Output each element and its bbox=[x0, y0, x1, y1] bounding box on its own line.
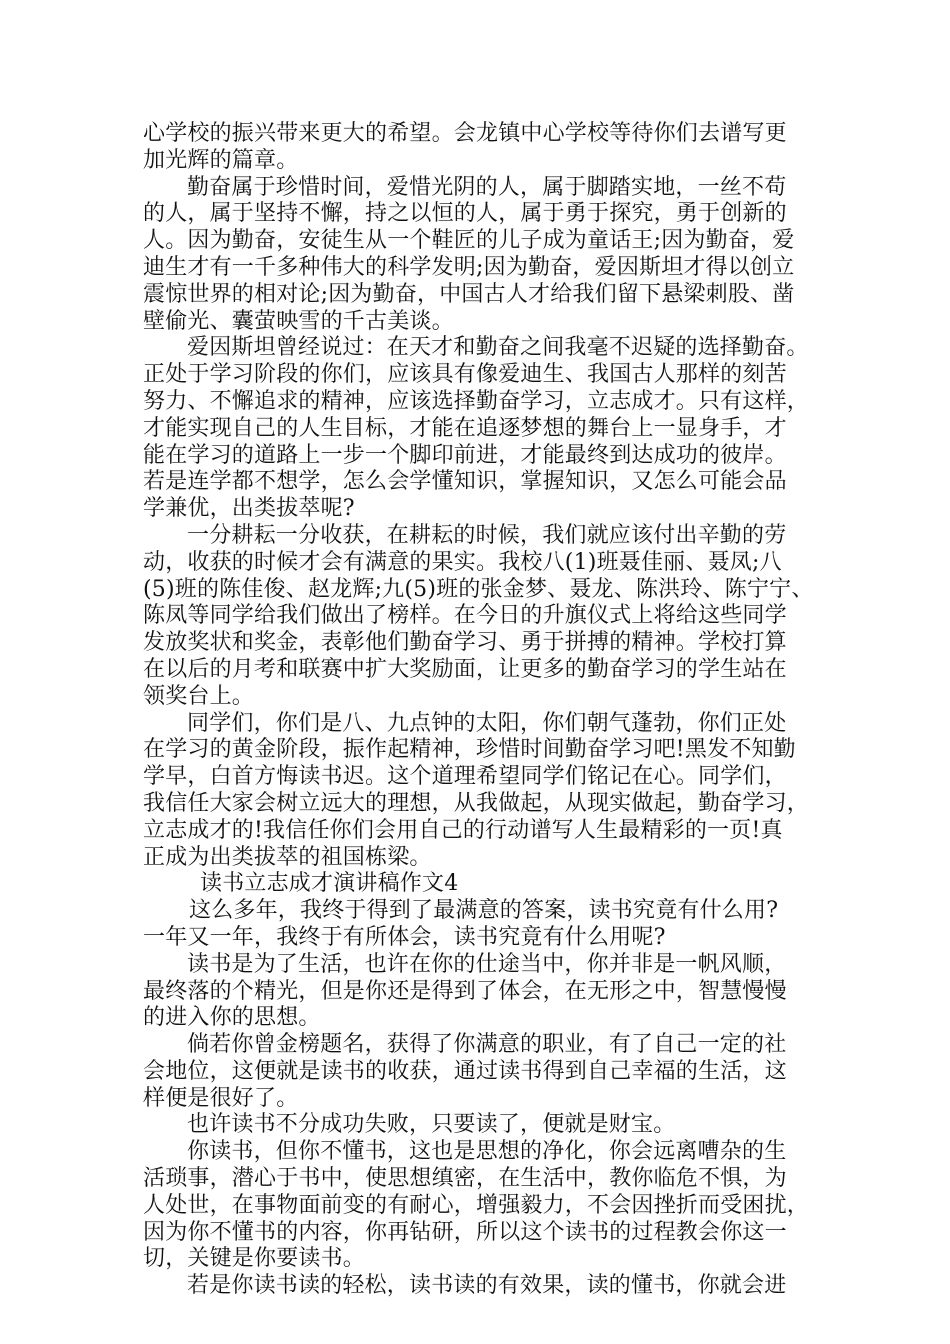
text-line: 倘若你曾金榜题名，获得了你满意的职业，有了自己一定的社 bbox=[187, 1032, 787, 1058]
text-line: 心学校的振兴带来更大的希望。会龙镇中心学校等待你们去谱写更 bbox=[143, 121, 787, 146]
text-line: 一年又一年，我终于有所体会，读书究竟有什么用呢? bbox=[143, 924, 666, 950]
text-line: 壁偷光、囊萤映雪的千古美谈。 bbox=[143, 308, 454, 334]
text-line: 同学们，你们是八、九点钟的太阳，你们朝气蓬勃，你们正处 bbox=[187, 710, 787, 736]
text-line: 正成为出类拔萃的祖国栋梁。 bbox=[143, 844, 432, 870]
text-line: 的进入你的思想。 bbox=[143, 1005, 321, 1031]
text-line: 在以后的月考和联赛中扩大奖励面，让更多的勤奋学习的学生站在 bbox=[143, 656, 787, 682]
text-line: 正处于学习阶段的你们，应该具有像爱迪生、我国古人那样的刻苦 bbox=[143, 362, 787, 388]
text-line: 切，关键是你要读书。 bbox=[143, 1246, 366, 1272]
text-line: 读书是为了生活，也许在你的仕途当中，你并非是一帆风顺， bbox=[187, 951, 787, 977]
document-body bbox=[143, 121, 823, 1300]
text-line: 我信任大家会树立远大的理想，从我做起，从现实做起，勤奋学习， bbox=[143, 790, 810, 816]
section-heading: 读书立志成才演讲稿作文4 bbox=[200, 871, 459, 897]
text-line: 震惊世界的相对论;因为勤奋，中国古人才给我们留下悬梁刺股、凿 bbox=[143, 281, 795, 307]
text-line: 学兼优，出类拔萃呢? bbox=[143, 496, 355, 522]
text-line: (5)班的陈佳俊、赵龙辉;九(5)班的张金梦、聂龙、陈洪玲、陈宁宁、 bbox=[143, 576, 814, 602]
text-line: 陈凤等同学给我们做出了榜样。在今日的升旗仪式上将给这些同学 bbox=[143, 603, 787, 629]
text-line: 勤奋属于珍惜时间，爱惜光阴的人，属于脚踏实地，一丝不苟 bbox=[187, 174, 787, 200]
text-line: 活琐事，潜心于书中，使思想缜密，在生活中，教你临危不惧，为 bbox=[143, 1166, 787, 1192]
text-line: 加光辉的篇章。 bbox=[143, 147, 299, 173]
text-line: 努力、不懈追求的精神，应该选择勤奋学习，立志成才。只有这样， bbox=[143, 388, 810, 414]
text-line: 才能实现自己的人生目标，才能在追逐梦想的舞台上一显身手，才 bbox=[143, 415, 787, 441]
text-line: 这么多年，我终于得到了最满意的答案，读书究竟有什么用? bbox=[189, 898, 779, 924]
text-line: 的人，属于坚持不懈，持之以恒的人，属于勇于探究，勇于创新的 bbox=[143, 201, 787, 227]
text-line: 动，收获的时候才会有满意的果实。我校八(1)班聂佳丽、聂凤;八 bbox=[143, 549, 782, 575]
text-line: 领奖台上。 bbox=[143, 683, 255, 709]
text-line: 也许读书不分成功失败，只要读了，便就是财宝。 bbox=[187, 1112, 676, 1138]
text-line: 样便是很好了。 bbox=[143, 1085, 299, 1111]
text-line: 能在学习的道路上一步一个脚印前进，才能最终到达成功的彼岸。 bbox=[143, 442, 787, 468]
text-line: 你读书，但你不懂书，这也是思想的净化，你会远离嘈杂的生 bbox=[187, 1139, 787, 1165]
text-line: 若是连学都不想学，怎么会学懂知识，掌握知识，又怎么可能会品 bbox=[143, 469, 787, 495]
text-line: 人。因为勤奋，安徒生从一个鞋匠的儿子成为童话王;因为勤奋，爱 bbox=[143, 228, 795, 254]
text-line: 学早，白首方悔读书迟。这个道理希望同学们铭记在心。同学们， bbox=[143, 764, 787, 790]
text-line: 人处世，在事物面前变的有耐心，增强毅力，不会因挫折而受困扰， bbox=[143, 1192, 810, 1218]
text-line: 一分耕耘一分收获，在耕耘的时候，我们就应该付出辛勤的劳 bbox=[187, 522, 787, 548]
text-line: 在学习的黄金阶段，振作起精神，珍惜时间勤奋学习吧!黑发不知勤 bbox=[143, 737, 796, 763]
text-line: 会地位，这便就是读书的收获，通过读书得到自己幸福的生活，这 bbox=[143, 1058, 787, 1084]
text-line: 迪生才有一千多种伟大的科学发明;因为勤奋，爱因斯坦才得以创立 bbox=[143, 254, 795, 280]
text-line: 因为你不懂书的内容，你再钻研，所以这个读书的过程教会你这一 bbox=[143, 1219, 787, 1245]
text-line: 发放奖状和奖金，表彰他们勤奋学习、勇于拼搏的精神。学校打算 bbox=[143, 630, 787, 656]
text-line: 最终落的个精光，但是你还是得到了体会，在无形之中，智慧慢慢 bbox=[143, 978, 787, 1004]
text-line: 爱因斯坦曾经说过：在天才和勤奋之间我毫不迟疑的选择勤奋。 bbox=[187, 335, 809, 361]
text-line: 立志成才的!我信任你们会用自己的行动谱写人生最精彩的一页!真 bbox=[143, 817, 783, 843]
text-line: 若是你读书读的轻松，读书读的有效果，读的懂书，你就会进 bbox=[187, 1273, 787, 1299]
